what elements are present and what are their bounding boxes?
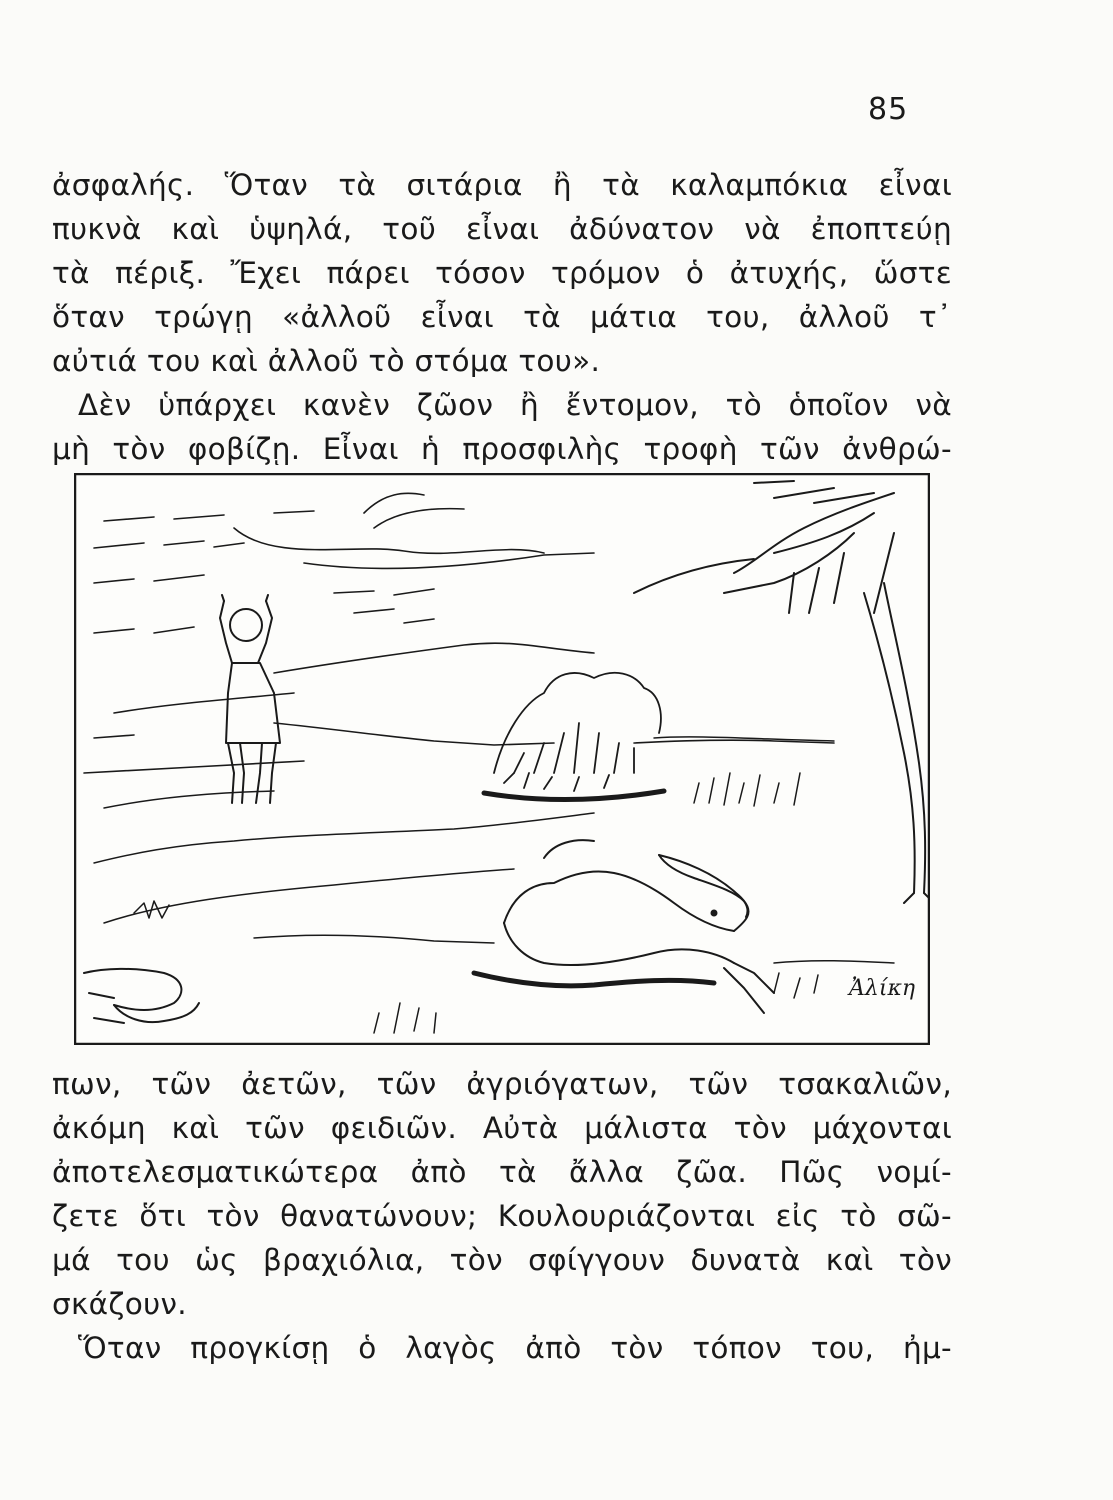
bush — [484, 673, 664, 800]
text-line: ὅταν τρώγῃ «ἀλλοῦ εἶναι τὰ μάτια του, ἀλλοῦ τ᾽ — [52, 300, 952, 334]
illustration-frame — [75, 474, 929, 1044]
text-line: πων, τῶν ἀετῶν, τῶν ἀγριόγατων, τῶν τσακαλιῶν, — [52, 1067, 952, 1101]
artist-signature: Ἀλίκη — [849, 976, 916, 1001]
text-line: ἀποτελεσματικώτερα ἀπὸ τὰ ἄλλα ζῶα. Πῶς νομί- — [52, 1155, 952, 1189]
hare — [474, 840, 774, 1013]
text-line: ἀσφαλής. Ὅταν τὰ σιτάρια ἢ τὰ καλαμπόκια εἶναι — [52, 168, 952, 202]
page-number: 85 — [868, 92, 909, 127]
text-block-top — [52, 163, 952, 471]
text-line: Ὅταν προγκίσῃ ὁ λαγὸς ἀπὸ τὸν τόπον του, ἠμ- — [78, 1331, 952, 1365]
text-line: Δὲν ὑπάρχει κανὲν ζῶον ἢ ἔντομον, τὸ ὁποῖον νὰ — [78, 388, 952, 422]
text-line: αὐτιά του καὶ ἀλλοῦ τὸ στόμα του». — [52, 344, 601, 378]
text-line: τὰ πέριξ. Ἔχει πάρει τόσον τρόμον ὁ ἀτυχής, ὥστε — [52, 256, 952, 290]
tree — [634, 481, 930, 903]
sky-lines — [94, 493, 594, 738]
text-line: πυκνὰ καὶ ὑψηλά, τοῦ εἶναι ἀδύνατον νὰ ἐποπτεύῃ — [52, 212, 952, 246]
illustration-drawing — [74, 473, 930, 1045]
text-line: ἀκόμη καὶ τῶν φειδιῶν. Αὐτὰ μάλιστα τὸν μάχονται — [52, 1111, 952, 1145]
grass — [94, 737, 894, 1033]
text-line: μὴ τὸν φοβίζῃ. Εἶναι ἡ προσφιλὴς τροφὴ τῶν ἀνθρώ- — [52, 432, 952, 466]
rocks — [84, 969, 199, 1023]
text-line: ζετε ὅτι τὸν θανατώνουν; Κουλουριάζονται εἰς τὸ σῶ- — [52, 1199, 952, 1233]
hare-illustration — [74, 473, 930, 1045]
text-line: μά του ὡς βραχιόλια, τὸν σφίγγουν δυνατὰ καὶ τὸν — [52, 1243, 952, 1277]
hills — [84, 723, 834, 773]
text-block-bottom — [52, 1062, 952, 1370]
text-line: σκάζουν. — [52, 1287, 187, 1321]
